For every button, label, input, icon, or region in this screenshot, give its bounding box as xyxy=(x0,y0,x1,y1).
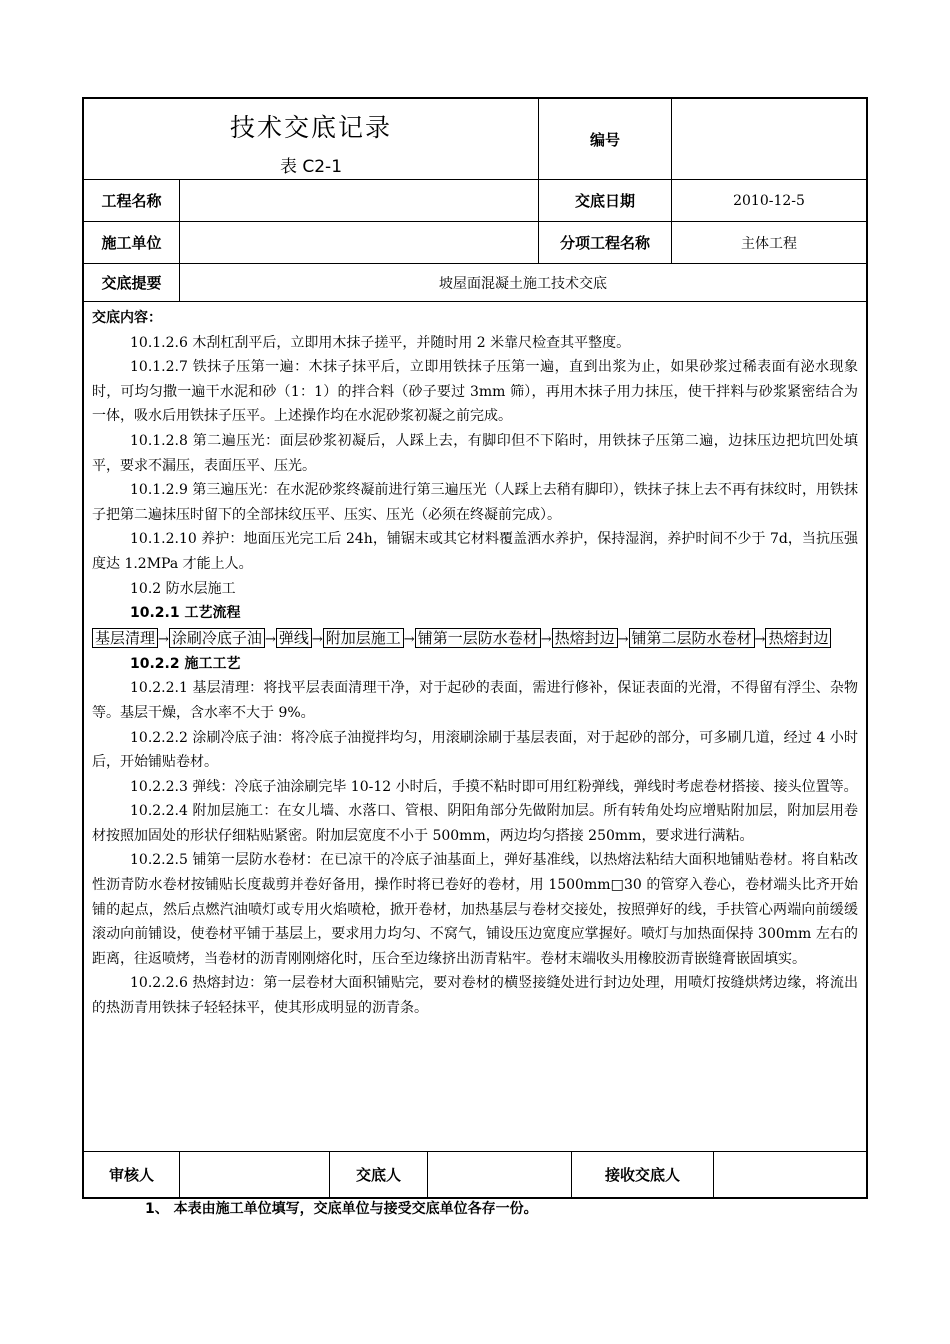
content-row xyxy=(84,302,866,1152)
summary-label: 交底提要 xyxy=(84,264,180,301)
header-row xyxy=(84,99,866,180)
paragraph: 10.2.2.5 铺第一层防水卷材：在已凉干的冷底子油基面上，弹好基准线，以热熔法粘结大面积地铺贴卷材。将自粘改性沥青防水卷材按铺贴长度裁剪并卷好备用，操作时将已卷好的卷材，用 1500mm□30 的管穿入卷心，卷材端头比齐开始铺的起点，然后点燃汽油喷灯或专用火焰喷枪，掀开卷材，加热基层与卷材交接处，按照弹好的线，手扶管心两端向前缓缓滚动向前铺设，使卷材平铺于基层上，要求用力均匀、不窝气，铺设压边宽度应掌握好。喷灯与加热面保持 300mm 左右的距离，往返喷烤，当卷材的沥青刚刚熔化时，压合至边缘挤出沥青粘牢。卷材末端收头用橡胶沥青嵌缝膏嵌固填实。 xyxy=(92,852,858,967)
paragraph: 10.2.2.3 弹线：冷底子油涂刷完毕 10-12 小时后，手摸不粘时即可用红粉弹线，弹线时考虑卷材搭接、接头位置等。 xyxy=(130,778,858,795)
signature-row xyxy=(84,1152,866,1197)
unit-row xyxy=(84,222,866,264)
project-name-field[interactable] xyxy=(180,180,539,221)
summary-field[interactable]: 坡屋面混凝土施工技术交底 xyxy=(439,275,607,292)
footnote: 1、 本表由施工单位填写，交底单位与接受交底单位各存一份。 xyxy=(145,1201,538,1217)
subproject-label: 分项工程名称 xyxy=(539,222,672,263)
reviewer-field[interactable] xyxy=(180,1152,330,1197)
arrow-right-icon: → xyxy=(540,631,552,647)
flow-step: 铺第一层防水卷材 xyxy=(415,628,541,648)
paragraph: 10.1.2.9 第三遍压光：在水泥砂浆终凝前进行第三遍压光（人踩上去稍有脚印），铁抹子抹上去不再有抹纹时，用铁抹子把第二遍抹压时留下的全部抹纹压平、压实、压光（必须在终凝前完成）。 xyxy=(92,482,858,523)
flow-step: 涂刷冷底子油 xyxy=(169,628,265,648)
unit-label: 施工单位 xyxy=(84,222,180,263)
paragraph: 10.2.2.4 附加层施工：在女儿墙、水落口、管根、阴阳角部分先做附加层。所有转角处均应增贴附加层，附加层用卷材按照加固处的形状仔细粘贴紧密。附加层宽度不小于 500mm，两边均匀搭接 250mm，要求进行满粘。 xyxy=(92,803,858,844)
content-label: 交底内容： xyxy=(92,310,162,326)
summary-row xyxy=(84,264,866,302)
process-flow xyxy=(92,626,858,652)
receiver-field[interactable] xyxy=(714,1152,866,1197)
paragraph: 10.2.2.1 基层清理：将找平层表面清理干净，对于起砂的表面，需进行修补，保证表面的光滑，不得留有浮尘、杂物等。基层干燥，含水率不大于 9%。 xyxy=(92,680,858,721)
subproject-field[interactable]: 主体工程 xyxy=(741,235,797,252)
paragraph: 10.2.2.2 涂刷冷底子油：将冷底子油搅拌均匀，用滚刷涂刷于基层表面，对于起砂的部分，可多刷几道，经过 4 小时后，开始铺贴卷材。 xyxy=(92,729,858,771)
date-field[interactable]: 2010-12-5 xyxy=(733,192,805,209)
technical-disclosure-form xyxy=(82,97,868,1199)
project-row xyxy=(84,180,866,222)
unit-field[interactable] xyxy=(180,222,539,263)
title-cell xyxy=(84,99,539,179)
number-field[interactable] xyxy=(672,99,866,179)
flow-step: 基层清理 xyxy=(92,628,158,648)
flow-step: 铺第二层防水卷材 xyxy=(629,628,755,648)
process-heading: 10.2.2 施工工艺 xyxy=(130,655,241,672)
form-code: 表 C2-1 xyxy=(279,156,343,177)
content-body xyxy=(84,302,866,1151)
discloser-label: 交底人 xyxy=(330,1152,428,1197)
receiver-label: 接收交底人 xyxy=(572,1152,714,1197)
section-heading: 10.2 防水层施工 xyxy=(130,580,236,597)
arrow-right-icon: → xyxy=(158,631,169,647)
arrow-right-icon: → xyxy=(264,631,276,647)
date-label: 交底日期 xyxy=(539,180,672,221)
reviewer-label: 审核人 xyxy=(84,1152,180,1197)
paragraph: 10.2.2.6 热熔封边：第一层卷材大面积铺贴完，要对卷材的横竖接缝处进行封边处理，用喷灯按缝烘烤边缘，将流出的热沥青用铁抹子轻轻抹平，使其形成明显的沥青条。 xyxy=(92,975,858,1017)
flow-step: 附加层施工 xyxy=(323,628,404,648)
number-label: 编号 xyxy=(539,99,672,179)
paragraph: 10.1.2.8 第二遍压光：面层砂浆初凝后，人踩上去，有脚印但不下陷时，用铁抹子压第二遍，边抹压边把坑凹处填平，要求不漏压，表面压平、压光。 xyxy=(92,432,858,474)
paragraph: 10.1.2.7 铁抹子压第一遍：木抹子抹平后，立即用铁抹子压第一遍，直到出浆为止，如果砂浆过稀表面有泌水现象时，可均匀撒一遍干水泥和砂（1：1）的拌合料（砂子要过 3mm 筛），再用木抹子用力抹压，使干拌料与砂浆紧密结合为一体，吸水后用铁抹子压平。上述操作均在水泥砂浆初凝之前完成。 xyxy=(92,359,858,425)
flow-step: 弹线 xyxy=(276,628,312,648)
arrow-right-icon: → xyxy=(311,631,323,647)
discloser-field[interactable] xyxy=(428,1152,572,1197)
flow-step: 热熔封边 xyxy=(552,628,618,648)
form-title: 技术交底记录 xyxy=(229,112,392,142)
arrow-right-icon: → xyxy=(403,631,415,647)
arrow-right-icon: → xyxy=(617,631,629,647)
paragraph: 10.1.2.10 养护：地面压光完工后 24h，铺锯末或其它材料覆盖洒水养护，保持湿润，养护时间不少于 7d，当抗压强度达 1.2MPa 才能上人。 xyxy=(92,531,858,572)
project-name-label: 工程名称 xyxy=(84,180,180,221)
flow-step: 热熔封边 xyxy=(765,628,831,648)
arrow-right-icon: → xyxy=(754,631,766,647)
paragraph: 10.1.2.6 木刮杠刮平后，立即用木抹子搓平，并随时用 2 米靠尺检查其平整度。 xyxy=(130,334,631,351)
process-flow-heading: 10.2.1 工艺流程 xyxy=(130,605,241,622)
